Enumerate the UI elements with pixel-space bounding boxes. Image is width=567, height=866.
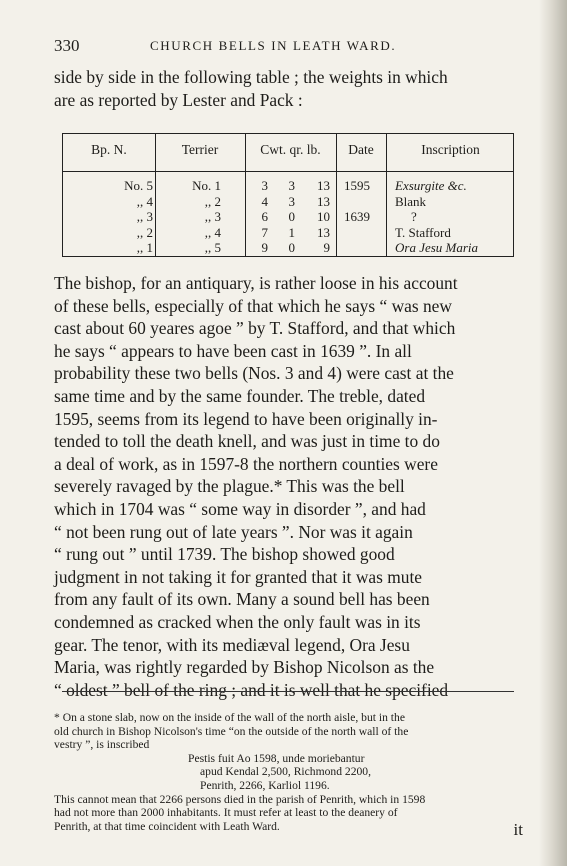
table-row [63, 225, 513, 241]
table-row [63, 209, 513, 225]
inscription-cell: ? [411, 209, 417, 224]
lb-cell: 9 [323, 240, 330, 255]
table-row [63, 240, 513, 256]
terrier-cell: ,, 2 [204, 193, 221, 209]
qr-cell: 0 [288, 240, 295, 255]
text-line: “ rung out ” until 1739. The bishop showed good [54, 544, 395, 565]
text-line: same time and by the same founder. The treble, dated [54, 385, 426, 406]
page-number: 330 [54, 36, 80, 55]
text-line: are as reported by Lester and Pack : [54, 90, 303, 110]
inscription-cell: Exsurgite &c. [395, 178, 467, 193]
bp-number-cell: ,, 4 [136, 193, 153, 209]
column-header-inscription: Inscription [421, 142, 480, 157]
bp-number-cell: No. 5 [124, 178, 153, 193]
text-line: which in 1704 was “ some way in disorder ”, and had [54, 498, 426, 519]
footnote [54, 711, 524, 833]
footnote-line: * On a stone slab, now on the inside of the wall of the north aisle, but in the [54, 711, 405, 724]
cwt-cell: 3 [261, 178, 268, 193]
text-line: 1595, seems from its legend to have been originally in- [54, 408, 438, 429]
cwt-cell: 7 [261, 224, 268, 240]
column-header-date: Date [348, 142, 374, 157]
text-line: judgment in not taking it for granted that it was mute [54, 566, 423, 587]
table-body [63, 178, 513, 256]
header-rule [63, 171, 513, 172]
qr-cell: 0 [288, 209, 295, 224]
text-line: gear. The tenor, with its mediæval legend, Ora Jesu [54, 634, 410, 655]
catchword: it [513, 820, 523, 839]
bp-number-cell: ,, 2 [136, 224, 153, 240]
qr-cell: 3 [288, 178, 295, 193]
cwt-cell: 6 [261, 209, 268, 224]
text-line: “ oldest ” bell of the ring ; and it is well that he specified [54, 679, 449, 700]
column-header-bp-n: Bp. N. [91, 142, 127, 157]
qr-cell: 3 [288, 193, 295, 209]
terrier-cell: ,, 5 [204, 240, 221, 255]
table-row [63, 194, 513, 210]
footnote-line: old church in Bishop Nicolson's time “on the outside of the north wall of the [54, 724, 409, 738]
lb-cell: 13 [317, 193, 330, 209]
inscription-cell: T. Stafford [395, 224, 451, 240]
text-line: from any fault of its own. Many a sound bell has been [54, 589, 430, 610]
text-line: severely ravaged by the plague.* This was the bell [54, 476, 405, 497]
text-line: probability these two bells (Nos. 3 and 4) were cast at the [54, 363, 454, 384]
bp-number-cell: ,, 3 [136, 209, 153, 224]
footnote-rule [62, 691, 514, 692]
page-header [54, 36, 524, 58]
footnote-line: This cannot mean that 2266 persons died in the parish of Penrith, which in 1598 [54, 792, 426, 806]
footnote-line: Penrith, at that time coincident with Leath Ward. [54, 819, 280, 833]
text-line: Maria, was rightly regarded by Bishop Nicolson as the [54, 657, 435, 678]
inscription-verse-line: apud Kendal 2,500, Richmond 2200, [200, 765, 371, 779]
cwt-cell: 9 [261, 240, 268, 255]
lb-cell: 13 [317, 178, 330, 193]
running-title: CHURCH BELLS IN LEATH WARD. [150, 38, 397, 53]
page-gutter-shadow [539, 0, 567, 866]
intro-paragraph [54, 66, 516, 112]
date-cell: 1639 [344, 209, 370, 224]
text-line: “ not been rung out of late years ”. Nor was it again [54, 521, 413, 542]
text-line: tended to toll the death knell, and was just in time to do [54, 431, 440, 452]
text-line: of these bells, especially of that which he says “ was new [54, 295, 452, 316]
qr-cell: 1 [288, 224, 295, 240]
bp-number-cell: ,, 1 [136, 240, 153, 255]
body-paragraph [54, 272, 524, 701]
inscription-verse-line: Penrith, 2266, Karliol 1196. [200, 778, 330, 792]
cwt-cell: 4 [261, 193, 268, 209]
lb-cell: 13 [317, 224, 330, 240]
text-line: a deal of work, as in 1597-8 the northern counties were [54, 453, 438, 474]
terrier-cell: No. 1 [192, 178, 221, 193]
text-line: cast about 60 yeares agoe ” by T. Stafford, and that which [54, 318, 456, 339]
table-row [63, 178, 513, 194]
column-header-terrier: Terrier [181, 142, 219, 157]
column-header-weight: Cwt. qr. lb. [260, 142, 321, 157]
footnote-line: had not more than 2000 inhabitants. It must refer at least to the deanery of [54, 806, 398, 820]
terrier-cell: ,, 4 [204, 224, 221, 240]
text-line: he says “ appears to have been cast in 1639 ”. In all [54, 340, 412, 361]
bells-table [62, 133, 514, 257]
date-cell: 1595 [344, 178, 370, 193]
inscription-cell: Ora Jesu Maria [395, 240, 479, 255]
footnote-line: vestry ”, is inscribed [54, 738, 150, 752]
lb-cell: 10 [317, 209, 330, 224]
text-line: side by side in the following table ; the weights in which [54, 67, 448, 87]
text-line: The bishop, for an antiquary, is rather loose in his account [54, 273, 458, 293]
text-line: condemned as cracked when the only fault was in its [54, 611, 421, 632]
inscription-cell: Blank [395, 193, 427, 209]
terrier-cell: ,, 3 [204, 209, 221, 224]
inscription-verse-line: Pestis fuit Ao 1598, unde moriebantur [188, 751, 365, 765]
